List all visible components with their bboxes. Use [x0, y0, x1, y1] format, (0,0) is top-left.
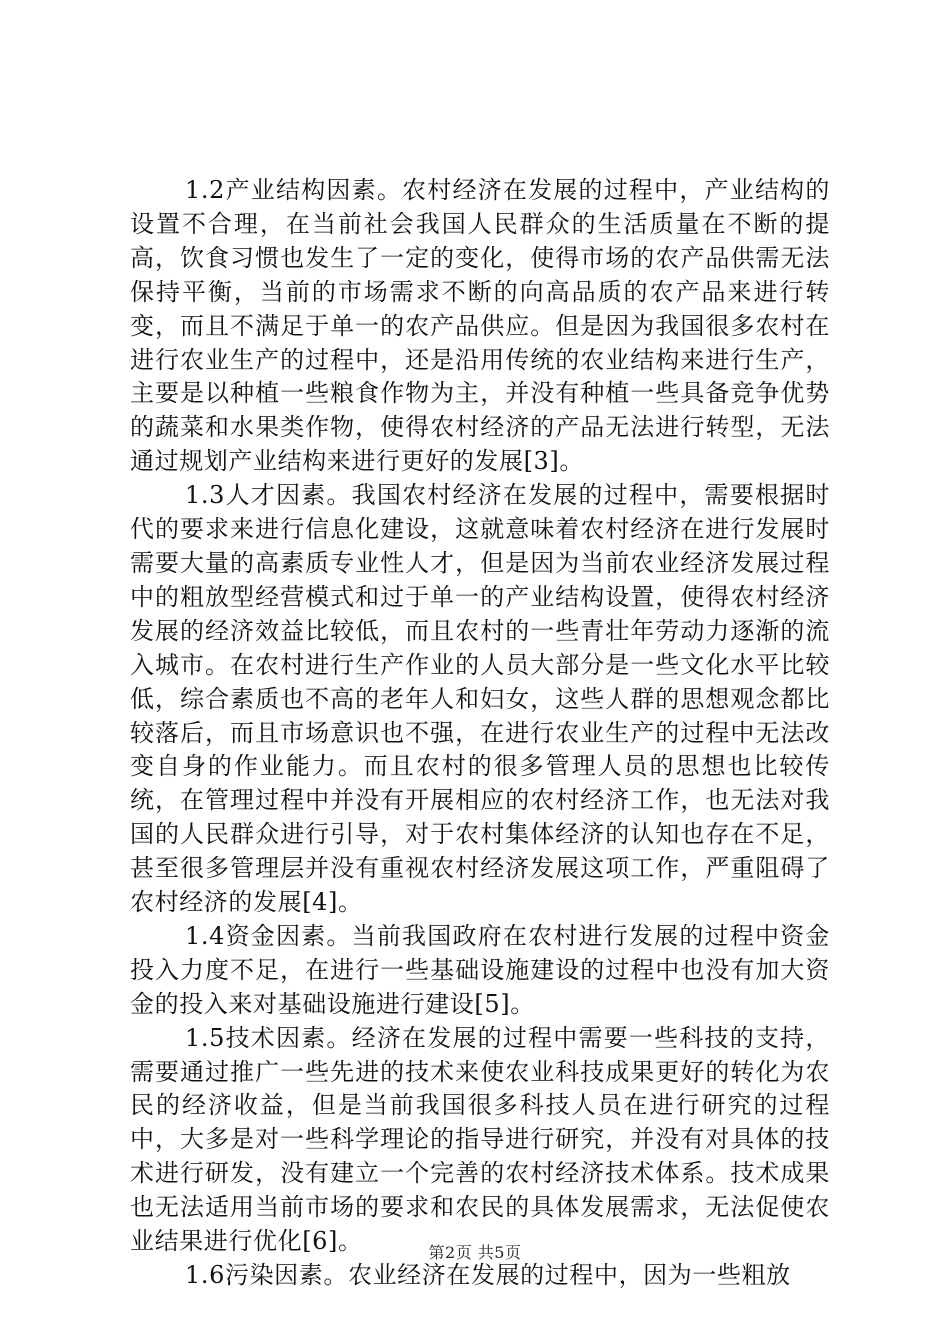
paragraph-pollution: 1.6污染因素。农业经济在发展的过程中，因为一些粗放: [185, 1261, 791, 1289]
paragraph-talent: 1.3人才因素。我国农村经济在发展的过程中，需要根据时代的要求来进行信息化建设，这就意味着农村经济在进行发展时需要大量的高素质专业性人才，但是因为当前农业经济发展过程中的粗放型经营模式和过于单一的产业结构设置，使得农村经济发展的经济效益比较低，而且农村的一些青壮年劳动力逐渐的流入城市。在农村进行生产作业的人员大部分是一些文化水平比较低，综合素质也不高的老年人和妇女，这些人群的思想观念都比较落后，而且市场意识也不强，在进行农业生产的过程中无法改变自身的作业能力。而且农村的很多管理人员的思想也比较传统，在管理过程中并没有开展相应的农村经济工作，也无法对我国的人民群众进行引导，对于农村集体经济的认知也存在不足，甚至很多管理层并没有重视农村经济发展这项工作，严重阻碍了农村经济的发展[4]。: [130, 481, 830, 917]
paragraph-industry-structure: 1.2产业结构因素。农村经济在发展的过程中，产业结构的设置不合理，在当前社会我国人民群众的生活质量在不断的提高，饮食习惯也发生了一定的变化，使得市场的农产品供需无法保持平衡，当前的市场需求不断的向高品质的农产品来进行转变，而且不满足于单一的农产品供应。但是因为我国很多农村在进行农业生产的过程中，还是沿用传统的农业结构来进行生产，主要是以种植一些粮食作物为主，并没有种植一些具备竞争优势的蔬菜和水果类作物，使得农村经济的产品无法进行转型，无法通过规划产业结构来进行更好的发展[3]。: [130, 176, 830, 476]
paragraph-funding: 1.4资金因素。当前我国政府在农村进行发展的过程中资金投入力度不足，在进行一些基础设施建设的过程中也没有加大资金的投入来对基础设施进行建设[5]。: [130, 921, 830, 1018]
paragraph-technology: 1.5技术因素。经济在发展的过程中需要一些科技的支持，需要通过推广一些先进的技术来使农业科技成果更好的转化为农民的经济收益，但是当前我国很多科技人员在进行研究的过程中，大多是对一些科学理论的指导进行研究，并没有对具体的技术进行研发，没有建立一个完善的农村经济技术体系。技术成果也无法适用当前市场的要求和农民的具体发展需求，无法促使农业结果进行优化[6]。: [130, 1023, 830, 1256]
page-footer: 第2页 共5页: [428, 1243, 522, 1262]
document-body: [130, 174, 830, 1293]
